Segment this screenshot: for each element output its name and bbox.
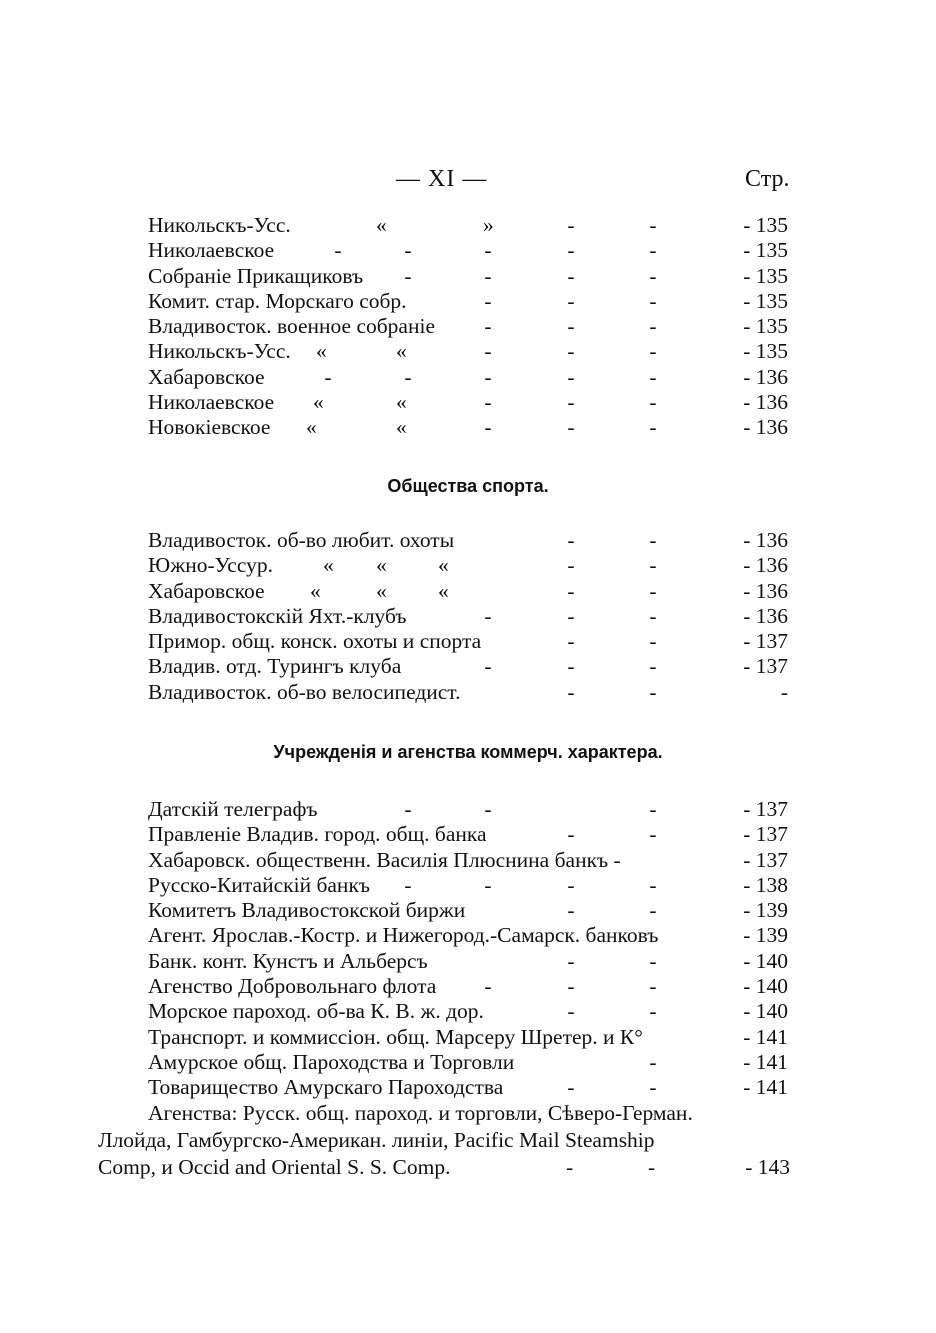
- entries-section-1: [148, 213, 796, 441]
- list-item: Николаевское - - - - - - 135: [148, 238, 788, 263]
- list-item: Собраніе Прикащиковъ - - - - - 135: [148, 263, 788, 288]
- list-item: Агент. Ярослав.-Костр. и Нижегород.-Самарск. банковъ - 139: [148, 923, 788, 948]
- paragraph-line: Агенства: Русск. общ. пароход. и торговли, Сѣверо-Герман.: [148, 1101, 693, 1125]
- list-item: Владивосток. об-во любит. охоты - - - 136: [148, 528, 788, 552]
- list-item: Транспорт. и коммиссіон. общ. Марсеру Шретер. и К° - 141: [148, 1024, 788, 1049]
- agencies-paragraph: [98, 1100, 798, 1181]
- list-item: Никольскъ-Усс. « » - - - 135: [148, 213, 788, 237]
- list-item: Новокіевское « « - - - - 136: [148, 415, 788, 440]
- list-item: Владивостокскій Яхт.-клубъ - - - - 136: [148, 603, 788, 628]
- list-item: Комит. стар. Морскаго собр. - - - - 135: [148, 288, 788, 313]
- list-item: Русско-Китайскій банкъ - - - - - 138: [148, 872, 788, 897]
- paragraph-line: Ллойда, Гамбургско-Американ. линіи, Pacific Mail Steamship: [98, 1128, 655, 1152]
- list-item: Южно-Уссур. « « « - - - 136: [148, 553, 788, 578]
- page-folio: — XI —: [396, 166, 488, 192]
- section-heading-commerce: Учрежденія и агенства коммерч. характера.: [273, 742, 663, 762]
- list-item: Никольскъ-Усс. « « - - - - 135: [148, 339, 788, 364]
- list-item: Владивосток. об-во велосипедист. - - -: [148, 679, 788, 704]
- list-item: Хабаровское « « « - - - 136: [148, 578, 788, 603]
- list-item: Морское пароход. об-ва К. В. ж. дор. - - - 140: [148, 999, 788, 1024]
- entries-section-3: [148, 797, 796, 1101]
- page-column-label: Стр.: [745, 166, 790, 192]
- list-item: Банк. конт. Кунстъ и Альберсъ - - - 140: [148, 948, 788, 973]
- section-heading-sport: Общества спорта.: [387, 476, 549, 496]
- list-item: Амурское общ. Пароходства и Торговли - - 141: [148, 1049, 788, 1074]
- list-item: Примор. общ. конск. охоты и спорта - - - 137: [148, 629, 788, 654]
- list-item: Агенство Добровольнаго флота - - - - 140: [148, 974, 788, 999]
- paragraph-line: Comp, и Occid and Oriental S. S. Comp. - - - 143: [98, 1155, 790, 1179]
- list-item: Товарищество Амурскаго Пароходства - - - 141: [148, 1075, 788, 1100]
- list-item: Владив. отд. Турингъ клуба - - - - 137: [148, 654, 788, 679]
- entries-section-2: [148, 528, 796, 705]
- list-item: Николаевское « « - - - - 136: [148, 390, 788, 415]
- list-item: Правленіе Владив. город. общ. банка - - - 137: [148, 822, 788, 847]
- list-item: Комитетъ Владивостокской биржи - - - 139: [148, 898, 788, 923]
- list-item: Владивосток. военное собраніе - - - - 135: [148, 314, 788, 339]
- page-header: [0, 166, 936, 196]
- list-item: Хабаровск. общественн. Василія Плюснина банкъ - - 137: [148, 847, 788, 872]
- list-item: Хабаровское - - - - - - 136: [148, 364, 788, 389]
- list-item: Датскій телеграфъ - - - - 137: [148, 797, 788, 821]
